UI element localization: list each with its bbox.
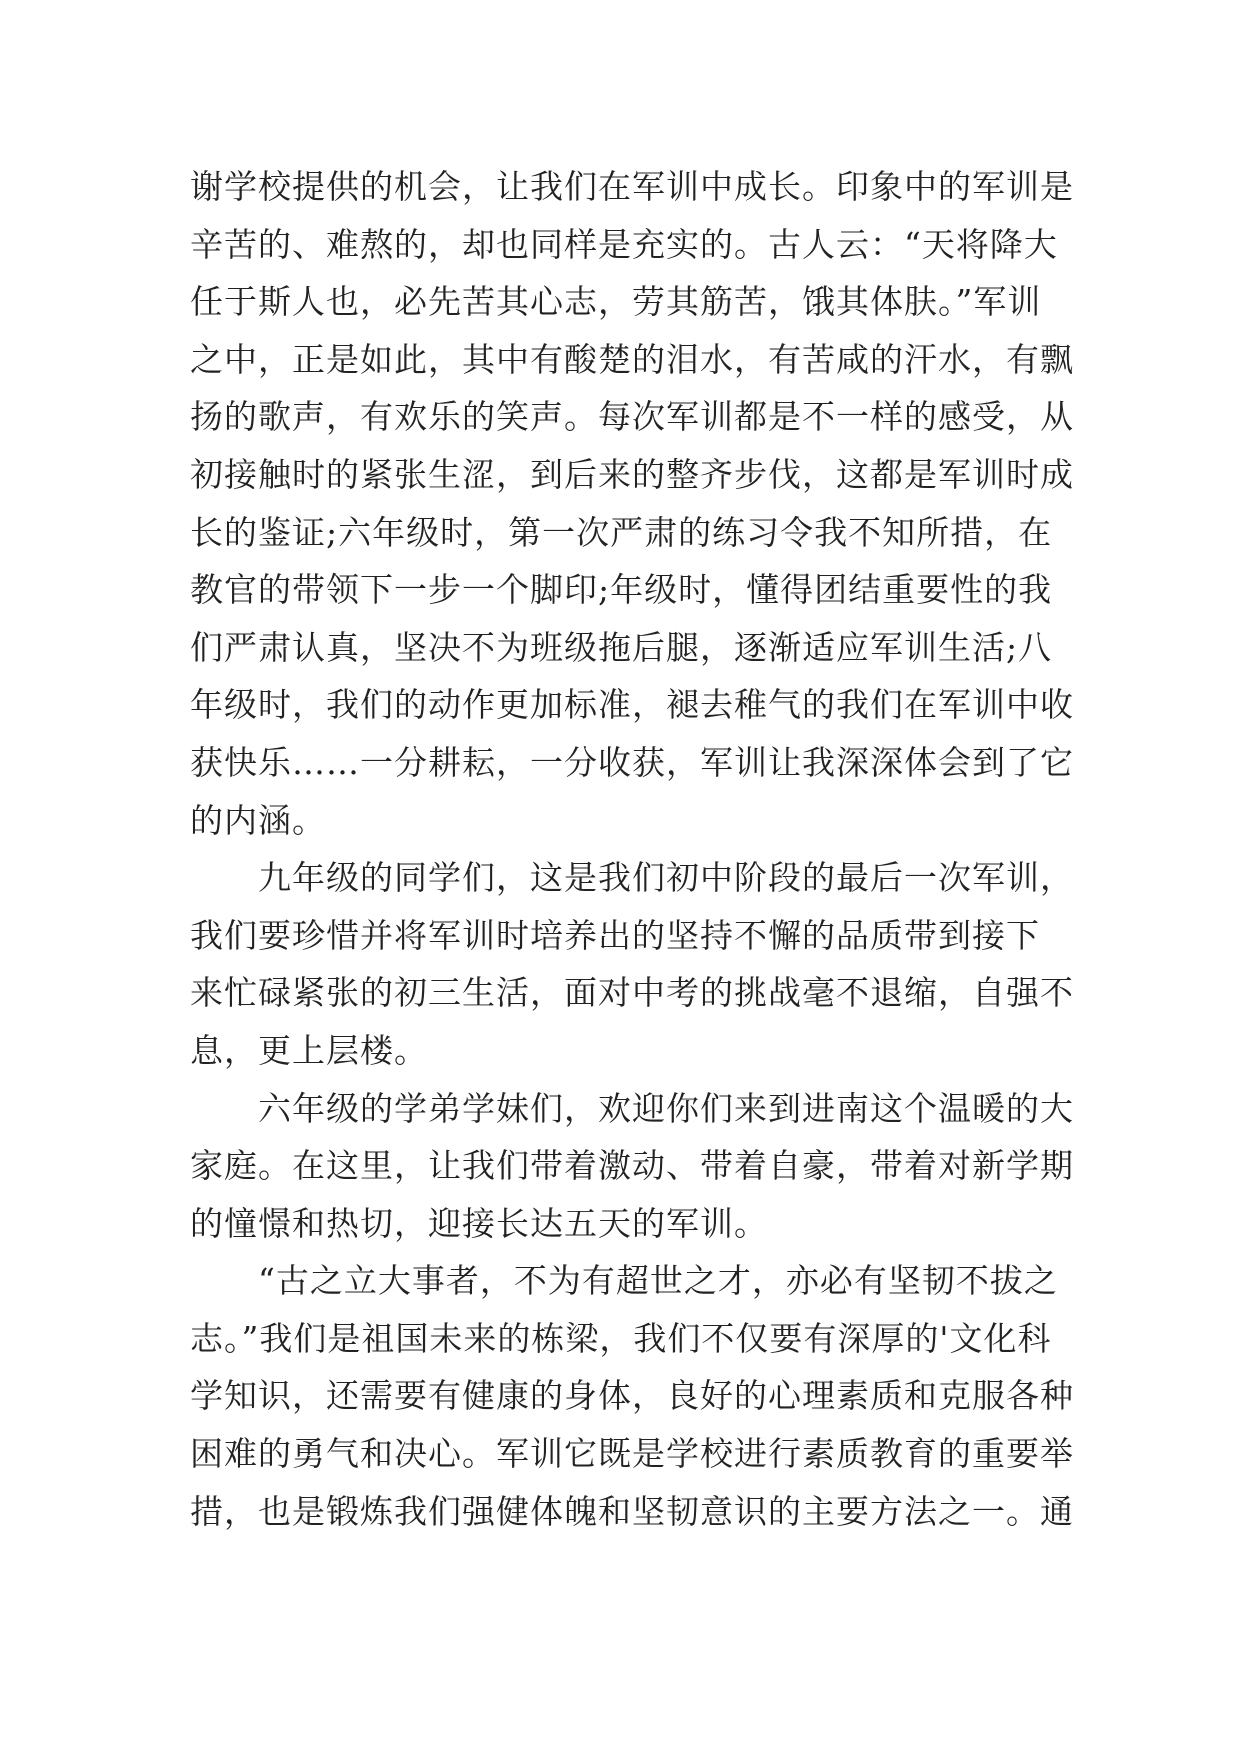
text-line: 谢学校提供的机会，让我们在军训中成长。印象中的军训是 [190,167,1074,206]
text-line: 获快乐……一分耕耘，一分收获，军训让我深深体会到了它 [190,742,1074,782]
text-line: 初接触时的紧张生涩，到后来的整齐步伐，这都是军训时成 [190,454,1074,494]
text-line: 六年级的学弟学妹们，欢迎你们来到进南这个温暖的大 [190,1088,1074,1128]
text-line: 我们要珍惜并将军训时培养出的坚持不懈的品质带到接下 [190,915,1040,955]
text-line: 们严肃认真，坚决不为班级拖后腿，逐渐适应军训生活;八 [190,627,1053,667]
text-line: 家庭。在这里，让我们带着激动、带着自豪，带着对新学期 [190,1146,1074,1186]
text-line: 学知识，还需要有健康的身体，良好的心理素质和克服各种 [190,1376,1074,1416]
text-line: 的憧憬和热切，迎接长达五天的军训。 [190,1203,768,1243]
text-line: 辛苦的、难熬的，却也同样是充实的。古人云：“天将降大 [190,224,1058,264]
text-line: 长的鉴证;六年级时，第一次严肃的练习令我不知所措，在 [190,512,1053,552]
text-line: 的内涵。 [190,800,326,840]
body-text [190,158,1074,1540]
text-line: “古之立大事者，不为有超世之才，亦必有坚韧不拔之 [190,1261,1058,1301]
text-line: 息，更上层楼。 [190,1030,428,1070]
text-line: 教官的带领下一步一个脚印;年级时，懂得团结重要性的我 [190,570,1053,610]
text-line: 九年级的同学们，这是我们初中阶段的最后一次军训， [190,858,1074,898]
text-line: 年级时，我们的动作更加标准，褪去稚气的我们在军训中收 [190,685,1074,725]
text-line: 志。”我们是祖国未来的栋梁，我们不仅要有深厚的'文化科 [190,1318,1052,1358]
text-line: 之中，正是如此，其中有酸楚的泪水，有苦咸的汗水，有飘 [190,339,1074,379]
text-line: 任于斯人也，必先苦其心志，劳其筋苦，饿其体肤。”军训 [190,282,1042,322]
text-line: 困难的勇气和决心。军训它既是学校进行素质教育的重要举 [190,1434,1074,1474]
text-line: 措，也是锻炼我们强健体魄和坚韧意识的主要方法之一。通 [190,1491,1074,1531]
text-line: 来忙碌紧张的初三生活，面对中考的挑战毫不退缩，自强不 [190,973,1074,1013]
text-line: 扬的歌声，有欢乐的笑声。每次军训都是不一样的感受，从 [190,397,1074,437]
